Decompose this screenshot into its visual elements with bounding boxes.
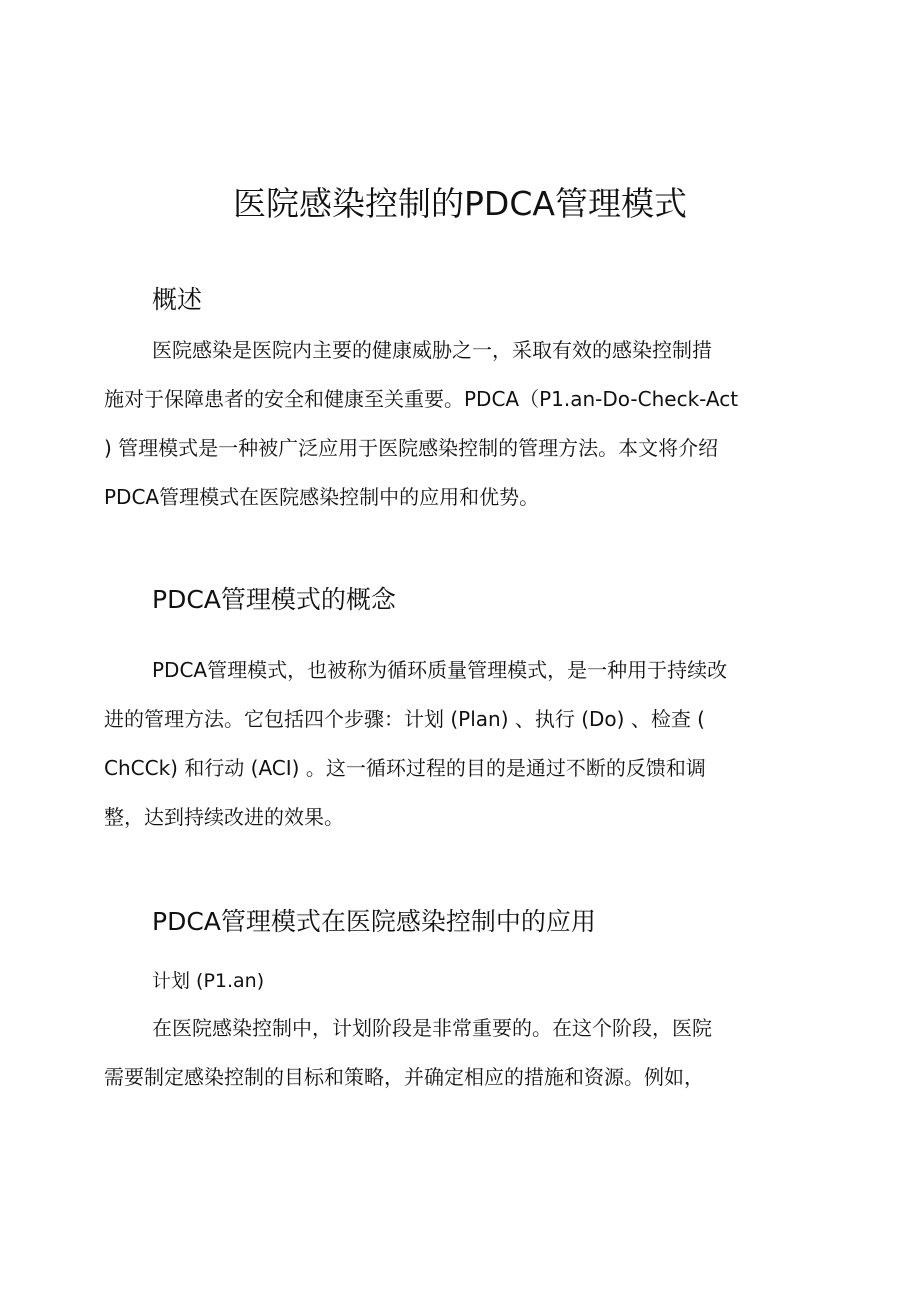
section-heading-overview: 概述 bbox=[152, 285, 203, 314]
paragraph-line: PDCA管理模式，也被称为循环质量管理模式，是一种用于持续改 bbox=[152, 658, 728, 682]
paragraph-line: 施对于保障患者的安全和健康至关重要。PDCA（P1.an-Do-Check-Act bbox=[104, 387, 739, 411]
section-heading-concept: PDCA管理模式的概念 bbox=[152, 585, 396, 614]
paragraph-line: 需要制定感染控制的目标和策略，并确定相应的措施和资源。例如， bbox=[104, 1065, 704, 1089]
section-paragraph-overview bbox=[104, 326, 824, 522]
paragraph-line: 整，达到持续改进的效果。 bbox=[104, 805, 344, 829]
paragraph-line: ) 管理模式是一种被广泛应用于医院感染控制的管理方法。本文将介绍 bbox=[104, 436, 719, 460]
section-paragraph-concept bbox=[104, 646, 824, 842]
section-heading-application: PDCA管理模式在医院感染控制中的应用 bbox=[152, 907, 596, 936]
paragraph-line: ChCCk) 和行动 (ACI) 。这一循环过程的目的是通过不断的反馈和调 bbox=[104, 756, 706, 780]
section-paragraph-application bbox=[104, 1004, 824, 1102]
subheading-plan: 计划 (P1.an) bbox=[152, 970, 265, 992]
paragraph-line: 进的管理方法。它包括四个步骤：计划 (Plan) 、执行 (Do) 、检查 ( bbox=[104, 707, 705, 731]
document-title: 医院感染控制的PDCA管理模式 bbox=[233, 184, 687, 223]
paragraph-line: PDCA管理模式在医院感染控制中的应用和优势。 bbox=[104, 485, 540, 509]
paragraph-line: 在医院感染控制中，计划阶段是非常重要的。在这个阶段，医院 bbox=[152, 1016, 712, 1040]
paragraph-line: 医院感染是医院内主要的健康威胁之一，采取有效的感染控制措 bbox=[152, 338, 712, 362]
